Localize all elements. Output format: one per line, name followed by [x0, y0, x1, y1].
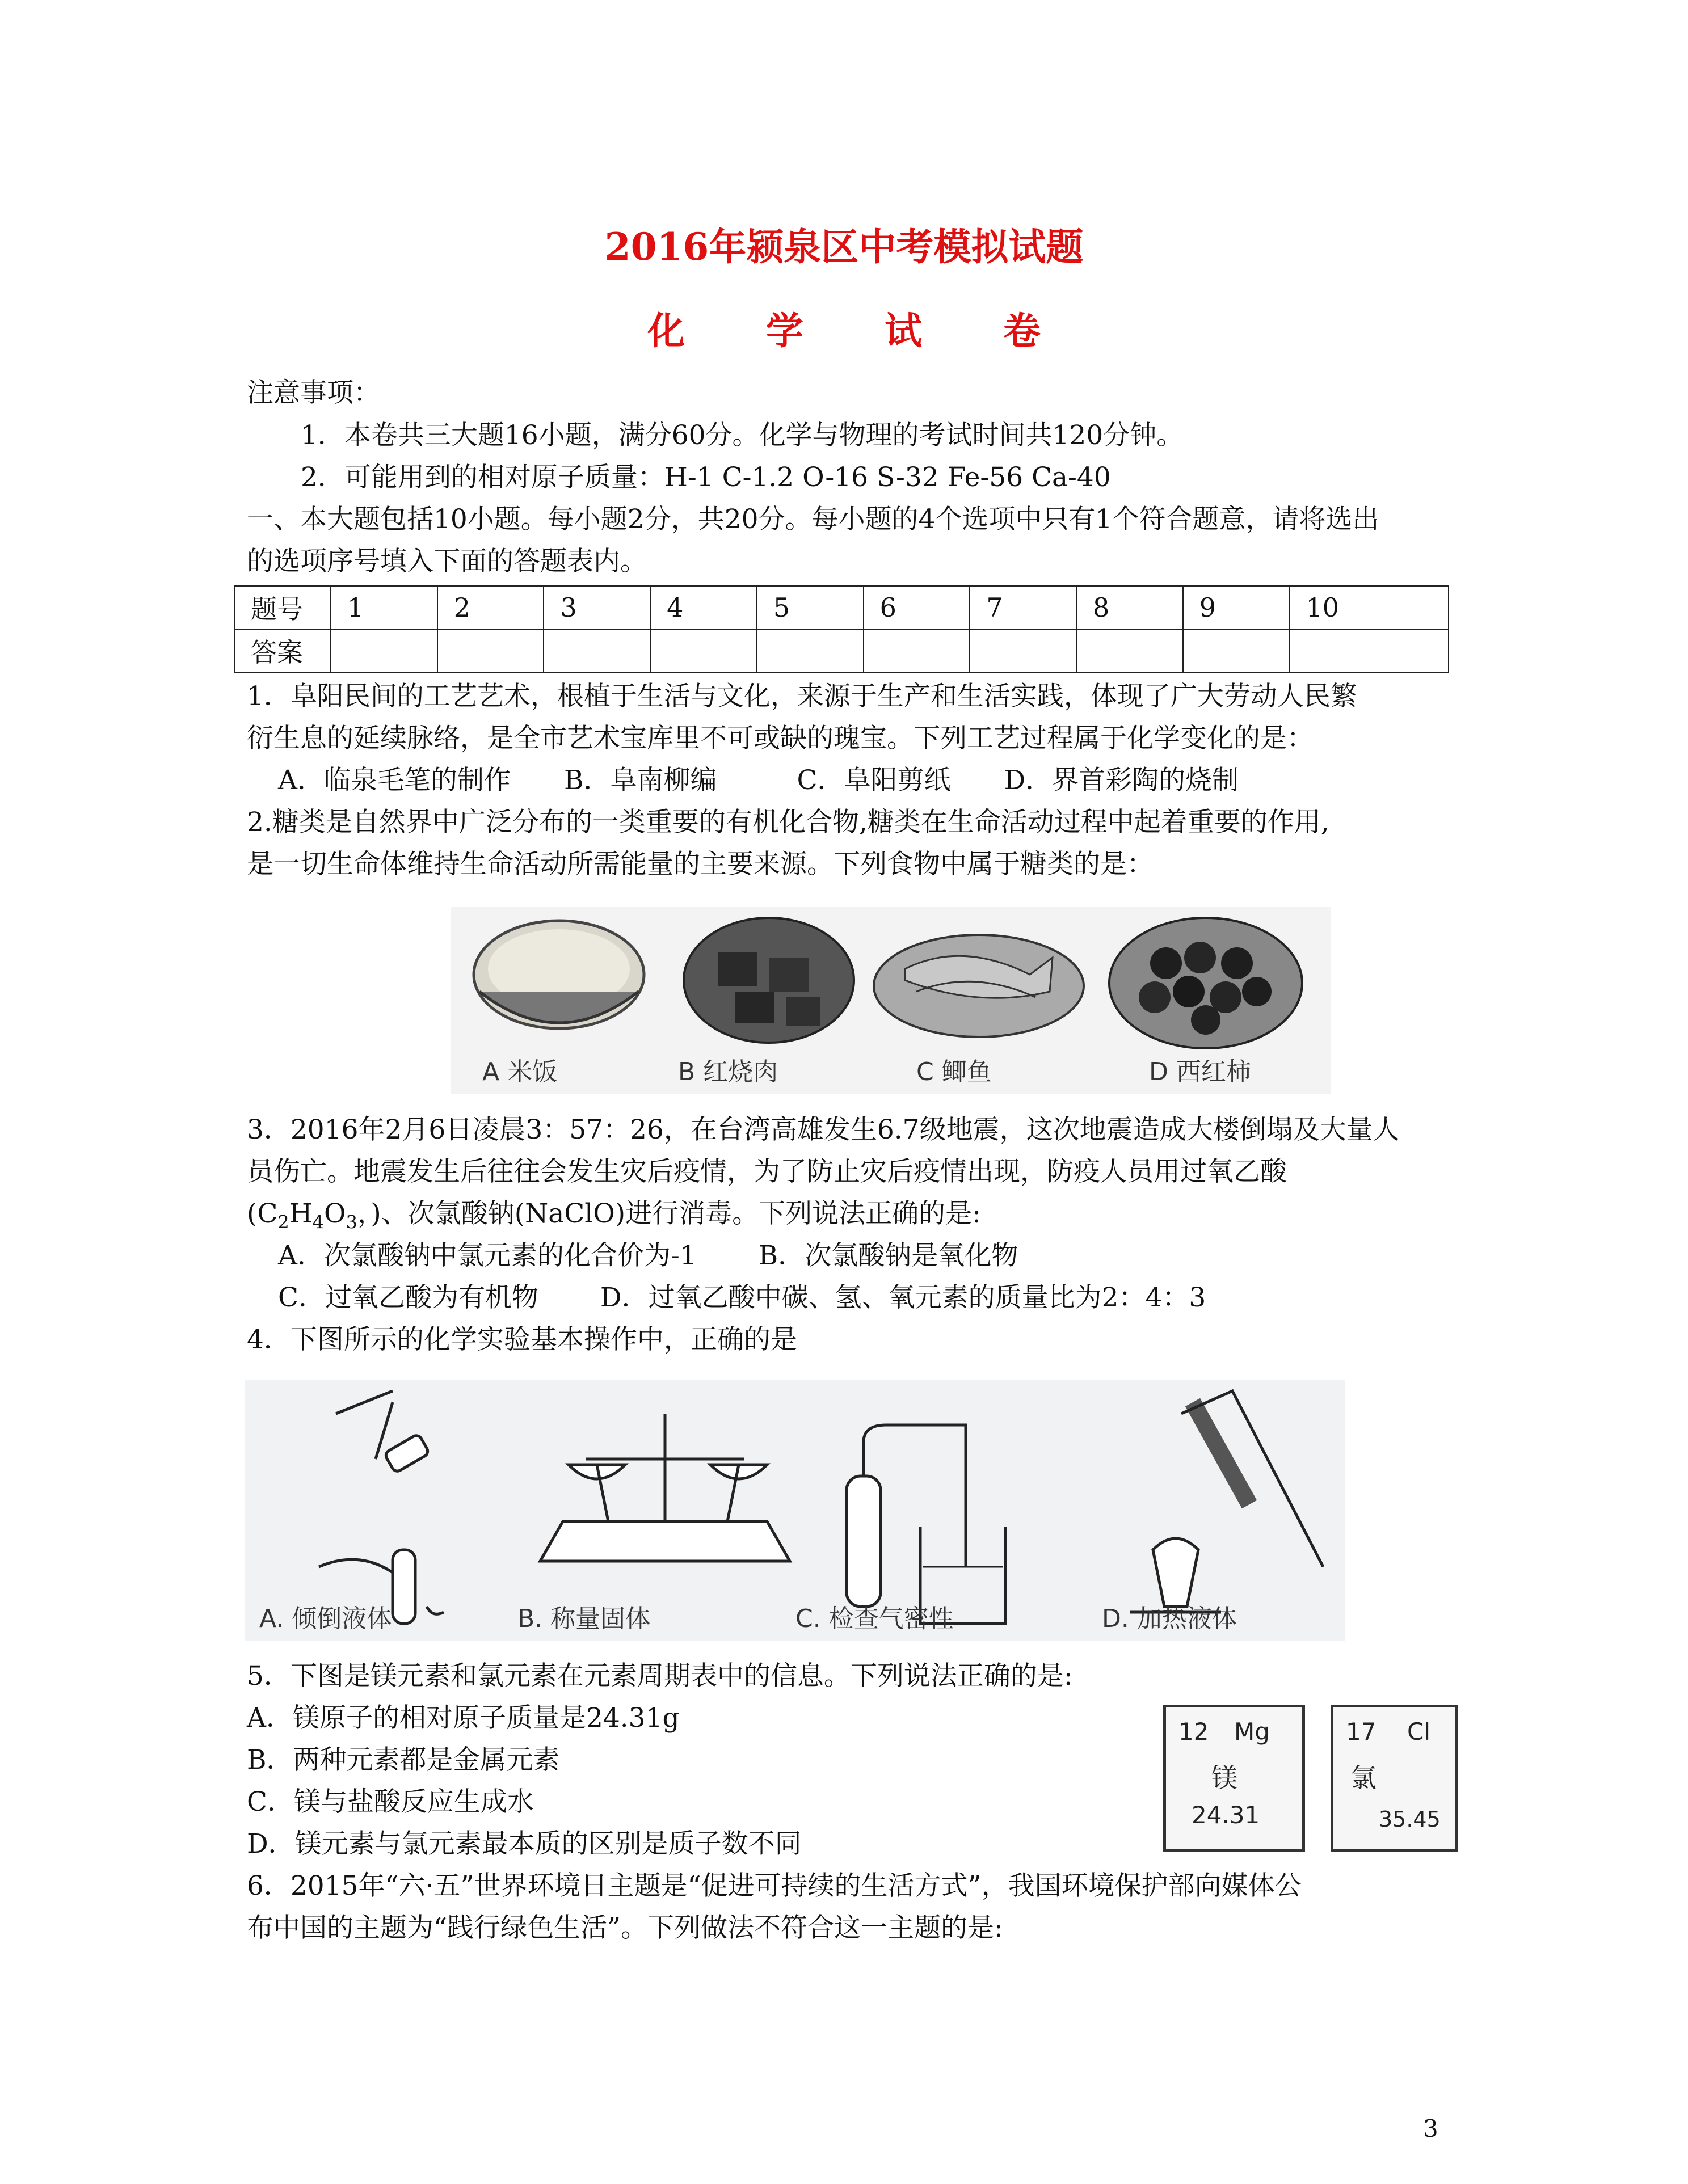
q4-line1: 4．下图所示的化学实验基本操作中，正确的是 — [247, 1324, 797, 1355]
food-caption-b: B 红烧肉 — [678, 1057, 778, 1086]
table-cell: 8 — [1076, 586, 1183, 629]
table-cell: 7 — [970, 586, 1076, 629]
lab-caption-d: D. 加热液体 — [1102, 1604, 1237, 1633]
q6-line2: 布中国的主题为“践行绿色生活”。下列做法不符合这一主题的是: — [247, 1912, 1003, 1943]
answer-cell[interactable] — [437, 629, 544, 672]
q5-option-c: C．镁与盐酸反应生成水 — [247, 1786, 534, 1818]
table-cell: 3 — [544, 586, 650, 629]
food-caption-c: C 鲫鱼 — [916, 1057, 992, 1086]
q6-line1: 6．2015年“六·五”世界环境日主题是“促进可持续的生活方式”，我国环境保护部向媒体公 — [247, 1870, 1302, 1901]
cl-mass: 35.45 — [1379, 1807, 1441, 1832]
answer-cell[interactable] — [544, 629, 650, 672]
table-row — [234, 629, 1449, 672]
answer-cell[interactable] — [1183, 629, 1290, 672]
mg-mass: 24.31 — [1192, 1801, 1260, 1829]
note-item-2: 2．可能用到的相对原子质量：H-1 C-1.2 O-16 S-32 Fe-56 Ca-40 — [301, 462, 1111, 493]
notes-heading: 注意事项： — [247, 377, 380, 408]
cl-name: 氯 — [1350, 1763, 1377, 1793]
section1-line2: 的选项序号填入下面的答题表内。 — [247, 546, 647, 577]
table-cell: 4 — [650, 586, 757, 629]
table-row — [234, 586, 1449, 629]
table-cell: 9 — [1183, 586, 1290, 629]
element-card-cl — [1331, 1705, 1458, 1852]
mg-symbol: Mg — [1234, 1718, 1270, 1745]
mg-number: 12 — [1178, 1718, 1209, 1745]
lab-caption-b: B. 称量固体 — [517, 1604, 651, 1633]
table-cell: 2 — [437, 586, 544, 629]
q5-line1: 5．下图是镁元素和氯元素在元素周期表中的信息。下列说法正确的是: — [247, 1660, 1073, 1692]
food-caption-d: D 西红柿 — [1149, 1057, 1251, 1086]
q2-line1: 2.糖类是自然界中广泛分布的一类重要的有机化合物,糖类在生命活动过程中起着重要的作用, — [247, 807, 1329, 838]
answer-cell[interactable] — [1076, 629, 1183, 672]
q3-line3: ($C_2H_4O_3$，)、次氯酸钠(NaClO)进行消毒。下列说法正确的是: — [247, 1198, 981, 1233]
page-number: 3 — [1423, 2115, 1438, 2143]
q5-option-b: B．两种元素都是金属元素 — [247, 1744, 560, 1776]
answer-cell[interactable] — [1289, 629, 1449, 672]
q5-option-a: A．镁原子的相对原子质量是24.31g — [247, 1702, 680, 1734]
q3-options-ab: A．次氯酸钠中氯元素的化合价为-1 B．次氯酸钠是氧化物 — [278, 1240, 1018, 1271]
answer-table — [234, 585, 1449, 673]
section1-line1: 一、本大题包括10小题。每小题2分，共20分。每小题的4个选项中只有1个符合题意，请将选出 — [247, 504, 1379, 535]
answer-cell[interactable] — [864, 629, 970, 672]
q3-line2: 员伤亡。地震发生后往往会发生灾后疫情，为了防止灾后疫情出现，防疫人员用过氧乙酸 — [247, 1156, 1287, 1187]
table-cell: 题号 — [234, 586, 331, 629]
food-figure — [451, 907, 1331, 1094]
answer-cell[interactable] — [650, 629, 757, 672]
q1-line1: 1．阜阳民间的工艺艺术，根植于生活与文化，来源于生产和生活实践，体现了广大劳动人民繁 — [247, 681, 1357, 712]
cl-number: 17 — [1346, 1718, 1377, 1745]
answer-cell[interactable] — [331, 629, 437, 672]
table-cell: 10 — [1289, 586, 1449, 629]
q2-line2: 是一切生命体维持生命活动所需能量的主要来源。下列食物中属于糖类的是： — [247, 849, 1154, 880]
food-caption-a: A 米饭 — [482, 1057, 558, 1086]
table-cell: 答案 — [234, 629, 331, 672]
table-cell: 6 — [864, 586, 970, 629]
exam-title: 2016年颍泉区中考模拟试题 — [604, 225, 1084, 269]
element-card-mg — [1163, 1705, 1305, 1852]
q5-option-d: D．镁元素与氯元素最本质的区别是质子数不同 — [247, 1828, 802, 1860]
note-item-1: 1．本卷共三大题16小题，满分60分。化学与物理的考试时间共120分钟。 — [301, 420, 1184, 451]
answer-cell[interactable] — [757, 629, 864, 672]
answer-cell[interactable] — [970, 629, 1076, 672]
q3-line1: 3．2016年2月6日凌晨3：57：26，在台湾高雄发生6.7级地震，这次地震造成大楼倒塌及大量人 — [247, 1114, 1400, 1145]
table-cell: 5 — [757, 586, 864, 629]
q1-options: A．临泉毛笔的制作 B．阜南柳编 C．阜阳剪纸 D．界首彩陶的烧制 — [278, 765, 1239, 796]
mg-name: 镁 — [1211, 1763, 1237, 1793]
exam-subtitle: 化 学 试 卷 — [647, 309, 1075, 353]
cl-symbol: Cl — [1407, 1718, 1430, 1745]
q1-line2: 衍生息的延续脉络，是全市艺术宝库里不可或缺的瑰宝。下列工艺过程属于化学变化的是： — [247, 723, 1314, 754]
q3-options-cd: C．过氧乙酸为有机物 D．过氧乙酸中碳、氢、氧元素的质量比为2：4：3 — [278, 1282, 1206, 1313]
lab-caption-c: C. 检查气密性 — [795, 1604, 954, 1633]
lab-caption-a: A. 倾倒液体 — [259, 1604, 392, 1633]
table-cell: 1 — [331, 586, 437, 629]
lab-operations-figure — [245, 1380, 1345, 1641]
